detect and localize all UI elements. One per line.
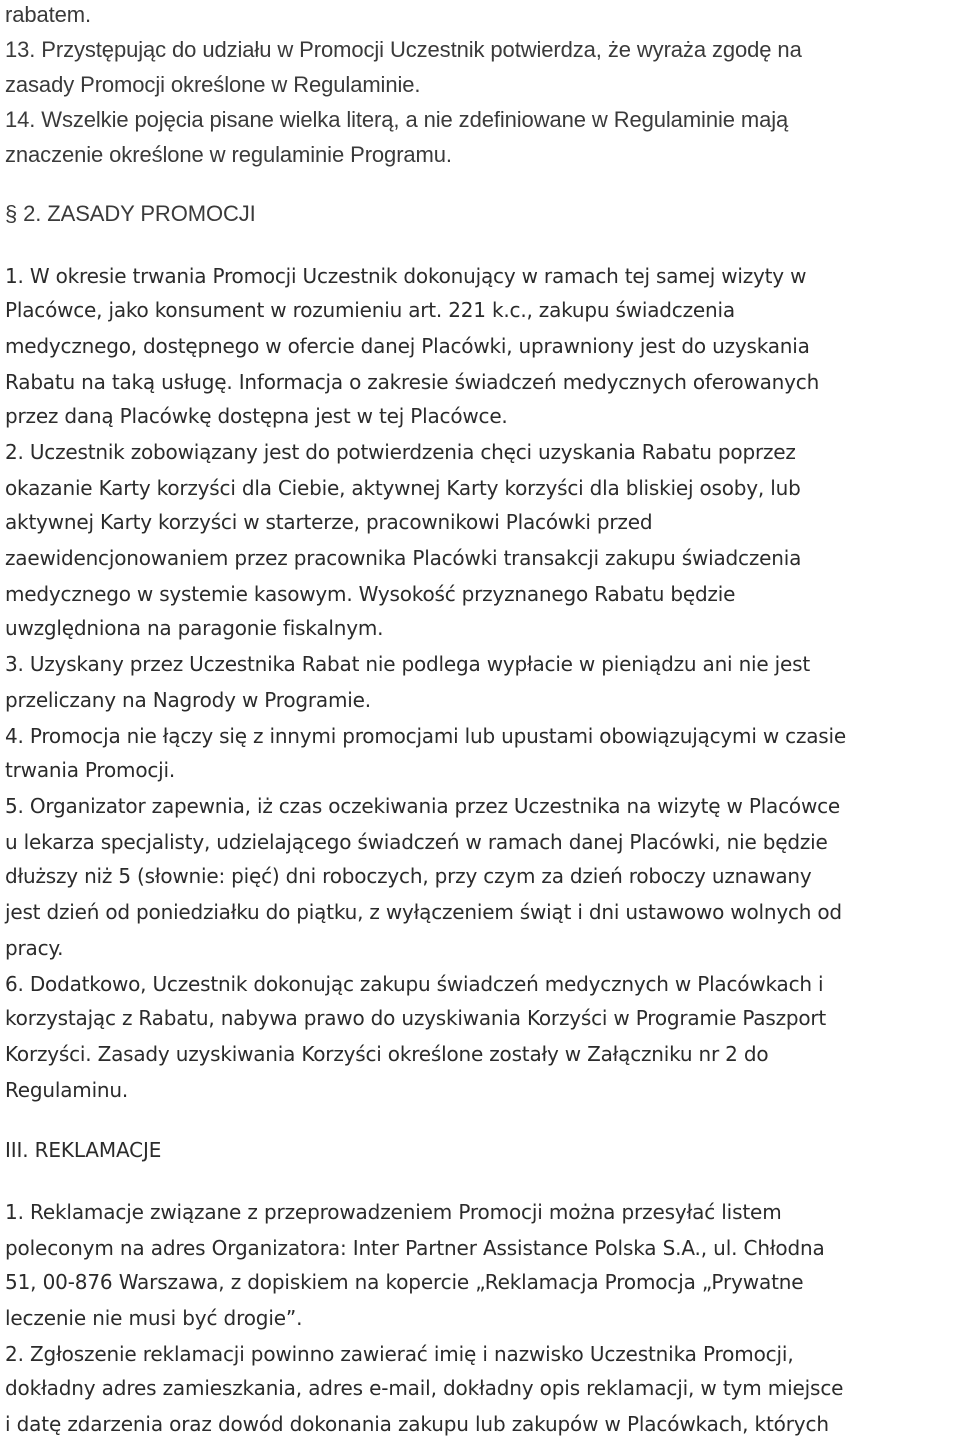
text-line: trwania Promocji. [5,758,176,782]
text-line: przeliczany na Nagrody w Programie. [5,688,371,712]
text-line: aktywnej Karty korzyści w starterze, pracownikowi Placówki przed [5,510,653,534]
text-line: 2. Zgłoszenie reklamacji powinno zawierać imię i nazwisko Uczestnika Promocji, [5,1342,794,1366]
text-line: 4. Promocja nie łączy się z innymi promocjami lub upustami obowiązującymi w czasie [5,724,846,748]
text-line: przez daną Placówkę dostępna jest w tej Placówce. [5,404,508,428]
text-line: jest dzień od poniedziałku do piątku, z wyłączeniem świąt i dni ustawowo wolnych od [5,900,842,924]
text-line: zaewidencjonowaniem przez pracownika Placówki transakcji zakupu świadczenia [5,546,802,570]
text-line: 1. W okresie trwania Promocji Uczestnik dokonujący w ramach tej samej wizyty w [5,264,807,288]
text-line: leczenie nie musi być drogie”. [5,1306,303,1330]
text-line: i datę zdarzenia oraz dowód dokonania zakupu lub zakupów w Placówkach, których [5,1412,829,1436]
text-line: okazanie Karty korzyści dla Ciebie, aktywnej Karty korzyści dla bliskiej osoby, lub [5,476,801,500]
text-line: 3. Uzyskany przez Uczestnika Rabat nie podlega wypłacie w pieniądzu ani nie jest [5,652,810,676]
text-line: 5. Organizator zapewnia, iż czas oczekiwania przez Uczestnika na wizytę w Placówce [5,794,841,818]
text-line: poleconym na adres Organizatora: Inter Partner Assistance Polska S.A., ul. Chłodna [5,1236,825,1260]
text-line: dłuższy niż 5 (słownie: pięć) dni roboczych, przy czym za dzień roboczy uznawany [5,864,812,888]
text-line: zasady Promocji określone w Regulaminie. [5,72,421,97]
text-line: medycznego, dostępnego w ofercie danej Placówki, uprawniony jest do uzyskania [5,334,810,358]
text-line: Regulaminu. [5,1078,129,1102]
text-line: 1. Reklamacje związane z przeprowadzeniem Promocji można przesyłać listem [5,1200,782,1224]
text-line: 51, 00-876 Warszawa, z dopiskiem na kopercie „Reklamacja Promocja „Prywatne [5,1270,804,1294]
section-heading: III. REKLAMACJE [5,1138,162,1162]
text-line: u lekarza specjalisty, udzielającego świadczeń w ramach danej Placówki, nie będzie [5,830,828,854]
text-line: pracy. [5,936,64,960]
text-line: znaczenie określone w regulaminie Programu. [5,142,452,167]
text-line: korzystając z Rabatu, nabywa prawo do uzyskiwania Korzyści w Programie Paszport [5,1006,827,1030]
text-line: dokładny adres zamieszkania, adres e-mail, dokładny opis reklamacji, w tym miejsce [5,1376,844,1400]
text-line: 13. Przystępując do udziału w Promocji Uczestnik potwierdza, że wyraża zgodę na [5,37,802,62]
text-line: 14. Wszelkie pojęcia pisane wielka literą, a nie zdefiniowane w Regulaminie mają [5,107,789,132]
text-line: rabatem. [5,2,92,27]
text-line: uwzględniona na paragonie fiskalnym. [5,616,384,640]
text-line: medycznego w systemie kasowym. Wysokość przyznanego Rabatu będzie [5,582,736,606]
text-line: 2. Uczestnik zobowiązany jest do potwierdzenia chęci uzyskania Rabatu poprzez [5,440,796,464]
text-line: 6. Dodatkowo, Uczestnik dokonując zakupu świadczeń medycznych w Placówkach i [5,972,824,996]
text-line: Placówce, jako konsument w rozumieniu art. 221 k.c., zakupu świadczenia [5,298,735,322]
text-line: Korzyści. Zasady uzyskiwania Korzyści określone zostały w Załączniku nr 2 do [5,1042,769,1066]
section-heading: § 2. ZASADY PROMOCJI [5,201,256,226]
text-line: Rabatu na taką usługę. Informacja o zakresie świadczeń medycznych oferowanych [5,370,820,394]
